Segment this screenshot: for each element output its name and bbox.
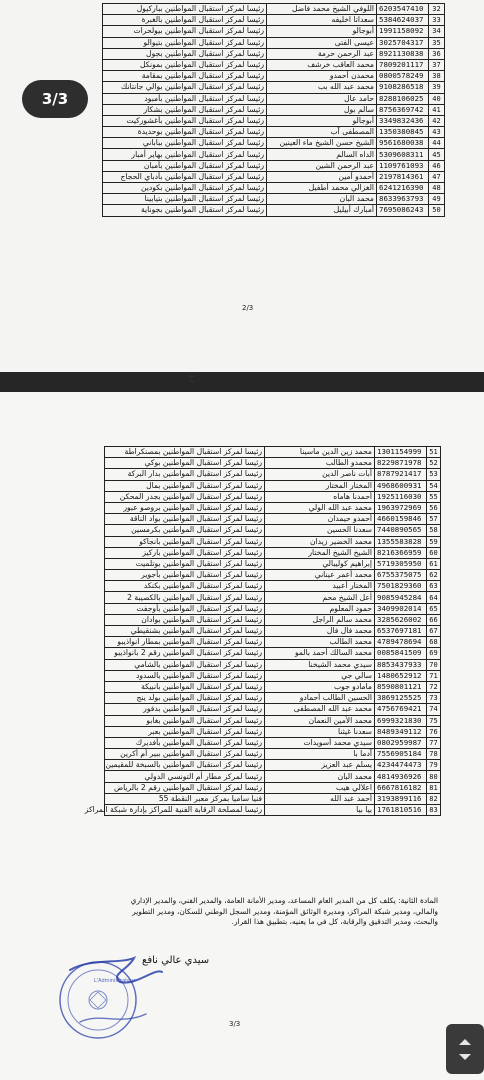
row-number-cell: 62 <box>427 570 441 581</box>
table-row <box>105 614 441 625</box>
page-indicator-badge: 3/3 <box>22 80 88 118</box>
id-number-cell: 4234474473 <box>375 760 427 771</box>
role-cell: رئيسا لمركز استقبال المواطنين بشكار <box>103 104 267 115</box>
name-cell: سيدي محمد الشيخنا <box>265 659 375 670</box>
name-cell: محمد سالم الراجل <box>265 614 375 625</box>
row-number-cell: 34 <box>429 26 445 37</box>
row-number-cell: 79 <box>427 760 441 771</box>
role-cell: رئيسا لمركز استقبال المواطنين بأمبان <box>103 160 267 171</box>
handwritten-mark: ح <box>188 370 196 383</box>
table-row <box>105 648 441 659</box>
name-cell: محمد عبد الله المصطفى <box>265 704 375 715</box>
name-cell: محمدو الطالب <box>265 458 375 469</box>
row-number-cell: 56 <box>427 502 441 513</box>
table-row <box>105 525 441 536</box>
table-row <box>103 71 445 82</box>
table-row <box>105 447 441 458</box>
table-row <box>105 782 441 793</box>
name-cell: الداه السالم <box>267 149 377 160</box>
id-number-cell: 5719305950 <box>375 558 427 569</box>
id-number-cell: 4789478694 <box>375 637 427 648</box>
role-cell: رئيسا لمركز استقبال المواطنين بأدباي الحجاج <box>103 171 267 182</box>
row-number-cell: 73 <box>427 693 441 704</box>
row-number-cell: 65 <box>427 603 441 614</box>
role-cell: رئيسا لمركز استقبال المواطنين بدار البركة <box>105 469 265 480</box>
id-number-cell: 8216366959 <box>375 547 427 558</box>
id-number-cell: 5309608311 <box>377 149 429 160</box>
table-row <box>105 637 441 648</box>
name-cell: أعل الشيخ محم <box>265 592 375 603</box>
id-number-cell: 3409902014 <box>375 603 427 614</box>
role-cell: رئيسا لمركز استقبال المواطنين بباباني <box>103 138 267 149</box>
table-row <box>105 771 441 782</box>
name-cell: محمد البان <box>267 194 377 205</box>
name-cell: حامد عال <box>267 93 377 104</box>
name-cell: حمود المعلوم <box>265 603 375 614</box>
signatory-name: سيدي عالي نافع <box>142 955 210 966</box>
row-number-cell: 53 <box>427 469 441 480</box>
table-row <box>103 26 445 37</box>
row-number-cell: 68 <box>427 637 441 648</box>
row-number-cell: 69 <box>427 648 441 659</box>
row-number-cell: 59 <box>427 536 441 547</box>
table-row <box>105 502 441 513</box>
row-number-cell: 49 <box>429 194 445 205</box>
id-number-cell: 9108286518 <box>377 82 429 93</box>
page-scroll-button[interactable] <box>446 1024 484 1074</box>
name-cell: سالم بول <box>267 104 377 115</box>
name-cell: سعدنا الحسين <box>265 525 375 536</box>
table-row <box>105 514 441 525</box>
id-number-cell: 7809201117 <box>377 59 429 70</box>
id-number-cell: 8633963793 <box>377 194 429 205</box>
table-row <box>103 37 445 48</box>
name-cell: محمد العاقب خرشف <box>267 59 377 70</box>
role-cell: رئيسا لمركز استقبال المواطنين بأجوير <box>105 570 265 581</box>
row-number-cell: 82 <box>427 793 441 804</box>
id-number-cell: 8787921417 <box>375 469 427 480</box>
table-row <box>105 536 441 547</box>
role-cell: رئيسا لمركز استقبال المواطنين بواد الناقة <box>105 514 265 525</box>
name-cell: محمد الخضير زيدان <box>265 536 375 547</box>
role-cell: رئيسا لمركز استقبال المواطنين بأمبود <box>103 93 267 104</box>
name-cell: أبوجالو <box>267 26 377 37</box>
stamp-label: L'Administrateur <box>94 978 136 984</box>
name-cell: سالي جي <box>265 670 375 681</box>
name-cell: آدما با <box>265 749 375 760</box>
role-cell: رئيسا لمركز استقبال المواطنين بتيابينا <box>103 194 267 205</box>
name-cell: سعدنا غيثنا <box>265 726 375 737</box>
role-cell: رئيسا لمركز استقبال المواطنين بوكي <box>105 458 265 469</box>
table-row <box>103 183 445 194</box>
id-number-cell: 1480652912 <box>375 670 427 681</box>
id-number-cell: 3285626002 <box>375 614 427 625</box>
role-cell: رئيسا لمركز استقبال المواطنين بباركيول <box>103 4 267 15</box>
row-number-cell: 45 <box>429 149 445 160</box>
officials-table-part2 <box>84 446 441 816</box>
row-number-cell: 39 <box>429 82 445 93</box>
name-cell: بيا بيا <box>265 805 375 816</box>
table-row <box>105 737 441 748</box>
id-number-cell: 7556905184 <box>375 749 427 760</box>
table-row <box>105 670 441 681</box>
row-number-cell: 66 <box>427 614 441 625</box>
id-number-cell: 6755375075 <box>375 570 427 581</box>
id-number-cell: 1761810516 <box>375 805 427 816</box>
role-cell: رئيسا لمركز استقبال المواطنين بمصنكراطة <box>105 447 265 458</box>
name-cell: الشيخ الشيخ المختار <box>265 547 375 558</box>
row-number-cell: 61 <box>427 558 441 569</box>
article-two-text: المادة الثانية: يكلف كل من المدير العام المساعد، ومدير الأمانة العامة، والمدير الفني، والمدير الإداري والمالي، ومدير شبكة المراكز، ومديرة الوثائق المؤمنة، ومدير السجل الوطني للسكان، ومدير التطوير والبحث، ومدير التدقيق والرقابة، كل في ما يعنيه، بتطبيق هذا القرار. <box>130 896 438 926</box>
role-cell: رئيسا لمركز استقبال المواطنين بكنكد <box>105 581 265 592</box>
name-cell: محمد الأمين النعمان <box>265 715 375 726</box>
row-number-cell: 32 <box>429 4 445 15</box>
table-row <box>103 15 445 26</box>
page-number: 2/3 <box>242 304 254 312</box>
role-cell: رئيسا لمركز استقبال المواطنين بجدر المحكن <box>105 491 265 502</box>
role-cell: رئيسا لمركز استقبال المواطنين بتيوالو <box>103 37 267 48</box>
page-number: 3/3 <box>229 1020 241 1028</box>
role-cell: رئيسا لمركز استقبال المواطنين بدفور <box>105 704 265 715</box>
name-cell: عيسى الفتى <box>267 37 377 48</box>
row-number-cell: 38 <box>429 71 445 82</box>
name-cell: إبراهيم كوليبالي <box>265 558 375 569</box>
name-cell: محمد أعمر عيناني <box>265 570 375 581</box>
row-number-cell: 78 <box>427 749 441 760</box>
role-cell: رئيسا لمركز استقبال المواطنين بأوجفت <box>105 603 265 614</box>
role-cell: رئيسا لمركز استقبال المواطنين بالسدود <box>105 670 265 681</box>
table-row <box>105 592 441 603</box>
row-number-cell: 80 <box>427 771 441 782</box>
role-cell: رئيسا لمركز استقبال المواطنين بولد ينج <box>105 693 265 704</box>
role-cell: رئيسا لمركز استقبال المواطنين بشنقيطي <box>105 626 265 637</box>
id-number-cell: 3869125525 <box>375 693 427 704</box>
table-row <box>105 793 441 804</box>
name-cell: اللوفي الشيخ محمد فاضل <box>267 4 377 15</box>
name-cell: أحمدو أمين <box>267 171 377 182</box>
role-cell: رئيسا لمركز استقبال المواطنين رقم 2 بالرياض <box>105 782 265 793</box>
table-row <box>103 4 445 15</box>
table-row <box>105 469 441 480</box>
role-cell: رئيسا لمركز استقبال المواطنين بعبر <box>105 726 265 737</box>
table-row <box>103 115 445 126</box>
row-number-cell: 70 <box>427 659 441 670</box>
row-number-cell: 37 <box>429 59 445 70</box>
id-number-cell: 1109761093 <box>377 160 429 171</box>
role-cell: رئيسا لمركز استقبال المواطنين رقم 2 بانواذيبو <box>105 648 265 659</box>
id-number-cell: 9085945284 <box>375 592 427 603</box>
row-number-cell: 81 <box>427 782 441 793</box>
name-cell: محمد عبد الله بب <box>267 82 377 93</box>
id-number-cell: 8288106025 <box>377 93 429 104</box>
id-number-cell: 4814936926 <box>375 771 427 782</box>
row-number-cell: 72 <box>427 681 441 692</box>
id-number-cell: 6999321830 <box>375 715 427 726</box>
name-cell: محمد فال فال <box>265 626 375 637</box>
table-row <box>105 704 441 715</box>
role-cell: رئيسا لمركز استقبال المواطنين ببير أم أكرين <box>105 749 265 760</box>
id-number-cell: 4968600931 <box>375 480 427 491</box>
role-cell: رئيسا لمركز استقبال المواطنين بكودين <box>103 183 267 194</box>
row-number-cell: 47 <box>429 171 445 182</box>
document-page-2 <box>0 0 484 383</box>
id-number-cell: 1301154999 <box>375 447 427 458</box>
id-number-cell: 4660159846 <box>375 514 427 525</box>
name-cell: أبات ناصر الدين <box>265 469 375 480</box>
name-cell: سيدي محمد أسويدات <box>265 737 375 748</box>
role-cell: رئيسا لمركز استقبال المواطنين بمطار انواذيبو <box>105 637 265 648</box>
role-cell: رئيسا لمركز استقبال المواطنين بالكصيبة 2 <box>105 592 265 603</box>
name-cell: محمد زين الدين ماسينا <box>265 447 375 458</box>
table-row <box>105 581 441 592</box>
table-row <box>103 205 445 216</box>
name-cell: المختار أعبيد <box>265 581 375 592</box>
id-number-cell: 3193899116 <box>375 793 427 804</box>
table-row <box>105 760 441 771</box>
role-cell: رئيسا لمركز استقبال المواطنين بوادان <box>105 614 265 625</box>
id-number-cell: 3025704317 <box>377 37 429 48</box>
row-number-cell: 35 <box>429 37 445 48</box>
role-cell: رئيسا لمركز استقبال المواطنين بالغبرة <box>103 15 267 26</box>
name-cell: مامادو جوب <box>265 681 375 692</box>
row-number-cell: 83 <box>427 805 441 816</box>
row-number-cell: 40 <box>429 93 445 104</box>
id-number-cell: 0800578249 <box>377 71 429 82</box>
table-row <box>105 491 441 502</box>
row-number-cell: 55 <box>427 491 441 502</box>
name-cell: الغزالي محمد أطفيل <box>267 183 377 194</box>
role-cell: رئيسا لمركز استقبال المواطنين بجوناية <box>103 205 267 216</box>
table-row <box>103 48 445 59</box>
role-cell: رئيسا لمركز استقبال المواطنين بمونكل <box>103 59 267 70</box>
role-cell: رئيسا لمركز استقبال المواطنين بوحديدة <box>103 127 267 138</box>
id-number-cell: 6203547410 <box>377 4 429 15</box>
name-cell: يسلم عبد العزيز <box>265 760 375 771</box>
table-row <box>103 127 445 138</box>
official-stamp <box>50 952 170 1044</box>
name-cell: أحمدنا هاماه <box>265 491 375 502</box>
row-number-cell: 57 <box>427 514 441 525</box>
row-number-cell: 42 <box>429 115 445 126</box>
id-number-cell: 1925116030 <box>375 491 427 502</box>
row-number-cell: 77 <box>427 737 441 748</box>
table-row <box>105 603 441 614</box>
name-cell: أحمد عبد الله <box>265 793 375 804</box>
role-cell: رئيسا لمركز استقبال المواطنين بوتلميت <box>105 558 265 569</box>
role-cell: رئيسا لمركز استقبال المواطنين بمقامة <box>103 71 267 82</box>
table-row <box>105 547 441 558</box>
id-number-cell: 8489349112 <box>375 726 427 737</box>
row-number-cell: 43 <box>429 127 445 138</box>
role-cell: رئيسا لمركز استقبال المواطنين بأغشوركيت <box>103 115 267 126</box>
table-row <box>105 715 441 726</box>
table-row <box>103 149 445 160</box>
table-row <box>105 681 441 692</box>
row-number-cell: 51 <box>427 447 441 458</box>
row-number-cell: 50 <box>429 205 445 216</box>
table-row <box>105 749 441 760</box>
row-number-cell: 33 <box>429 15 445 26</box>
role-cell: رئيسا لمركز استقبال المواطنين بالسبخة للمقيمين <box>105 760 265 771</box>
role-cell: رئيسا لمركز استقبال المواطنين بأفديرك <box>105 737 265 748</box>
role-cell: فنيا ساميا بمركز معبر النقطة 55 <box>105 793 265 804</box>
document-page-3 <box>0 392 484 1080</box>
id-number-cell: 8229871978 <box>375 458 427 469</box>
table-row <box>105 626 441 637</box>
table-row <box>103 171 445 182</box>
chevron-down-icon[interactable] <box>458 1052 472 1062</box>
table-row <box>105 570 441 581</box>
row-number-cell: 76 <box>427 726 441 737</box>
name-cell: أبوجالو <box>267 115 377 126</box>
row-number-cell: 41 <box>429 104 445 115</box>
id-number-cell: 0085841509 <box>375 648 427 659</box>
id-number-cell: 3349832436 <box>377 115 429 126</box>
id-number-cell: 6537697181 <box>375 626 427 637</box>
row-number-cell: 75 <box>427 715 441 726</box>
id-number-cell: 6241216390 <box>377 183 429 194</box>
table-row <box>103 160 445 171</box>
name-cell: أمبارك أبيليل <box>267 205 377 216</box>
row-number-cell: 54 <box>427 480 441 491</box>
name-cell: أحمدو حيمدان <box>265 514 375 525</box>
id-number-cell: 8853437933 <box>375 659 427 670</box>
row-number-cell: 67 <box>427 626 441 637</box>
row-number-cell: 58 <box>427 525 441 536</box>
table-row <box>105 458 441 469</box>
table-row <box>103 194 445 205</box>
table-row <box>105 693 441 704</box>
table-row <box>105 726 441 737</box>
row-number-cell: 74 <box>427 704 441 715</box>
role-cell: رئيسا لمركز استقبال المواطنين بانبيكة <box>105 681 265 692</box>
row-number-cell: 52 <box>427 458 441 469</box>
id-number-cell: 5384624037 <box>377 15 429 26</box>
name-cell: المصطفى آب <box>267 127 377 138</box>
row-number-cell: 60 <box>427 547 441 558</box>
table-row <box>105 659 441 670</box>
id-number-cell: 1355583828 <box>375 536 427 547</box>
table-row <box>103 82 445 93</box>
role-cell: رئيسا لمركز استقبال المواطنين بمال <box>105 480 265 491</box>
name-cell: محمد البان <box>265 771 375 782</box>
role-cell: رئيسا لمركز استقبال المواطنين بيولحرات <box>103 26 267 37</box>
name-cell: محمد الطالب <box>265 637 375 648</box>
name-cell: اعلالي هيب <box>265 782 375 793</box>
role-cell: رئيسا لمركز مطار أم التونسي الدولي <box>105 771 265 782</box>
name-cell: المختار المختار <box>265 480 375 491</box>
row-number-cell: 71 <box>427 670 441 681</box>
row-number-cell: 48 <box>429 183 445 194</box>
id-number-cell: 8590801121 <box>375 681 427 692</box>
table-row <box>105 805 441 816</box>
role-cell: رئيسا لمركز استقبال المواطنين بانجاكو <box>105 536 265 547</box>
name-cell: عبد الرحمن حرمة <box>267 48 377 59</box>
row-number-cell: 64 <box>427 592 441 603</box>
id-number-cell: 8756369742 <box>377 104 429 115</box>
role-cell: رئيسا لمركز استقبال المواطنين بكرمسين <box>105 525 265 536</box>
table-row <box>103 59 445 70</box>
id-number-cell: 8921130838 <box>377 48 429 59</box>
table-row <box>105 480 441 491</box>
name-cell: الحسين الطالب أحمادو <box>265 693 375 704</box>
id-number-cell: 6667816182 <box>375 782 427 793</box>
table-row <box>105 558 441 569</box>
id-number-cell: 1991158092 <box>377 26 429 37</box>
table-row <box>103 93 445 104</box>
role-cell: رئيسا لمركز استقبال المواطنين بهاير أمبار <box>103 149 267 160</box>
name-cell: محمدن أحمدو <box>267 71 377 82</box>
role-cell: رئيسا لمصلحة الرقابة الفنية للمراكز بإدارة شبكة المراكز <box>105 805 265 816</box>
role-cell: رئيسا لمركز استقبال المواطنين بجول <box>103 48 267 59</box>
name-cell: محمد السالك أحمد بالمو <box>265 648 375 659</box>
officials-table-part1 <box>102 3 445 217</box>
id-number-cell: 1350380845 <box>377 127 429 138</box>
role-cell: رئيسا لمركز استقبال المواطنين بغابو <box>105 715 265 726</box>
row-number-cell: 46 <box>429 160 445 171</box>
id-number-cell: 2197814361 <box>377 171 429 182</box>
id-number-cell: 4756769421 <box>375 704 427 715</box>
name-cell: سعداتا اخليفه <box>267 15 377 26</box>
name-cell: الشيخ حسن الشيخ ماء العينين <box>267 138 377 149</box>
id-number-cell: 7695086243 <box>377 205 429 216</box>
table-row <box>103 138 445 149</box>
id-number-cell: 7501829360 <box>375 581 427 592</box>
row-number-cell: 44 <box>429 138 445 149</box>
id-number-cell: 9561680038 <box>377 138 429 149</box>
role-cell: رئيسا لمركز استقبال المواطنين بروصو عبور <box>105 502 265 513</box>
id-number-cell: 1963972969 <box>375 502 427 513</box>
role-cell: رئيسا لمركز استقبال المواطنين بالشامي <box>105 659 265 670</box>
chevron-up-icon[interactable] <box>458 1037 472 1047</box>
table-row <box>103 104 445 115</box>
role-cell: رئيسا لمركز استقبال المواطنين بوالي جانتانك <box>103 82 267 93</box>
id-number-cell: 0802959987 <box>375 737 427 748</box>
id-number-cell: 7440890565 <box>375 525 427 536</box>
row-number-cell: 36 <box>429 48 445 59</box>
name-cell: محمد عبد الله الولي <box>265 502 375 513</box>
row-number-cell: 63 <box>427 581 441 592</box>
name-cell: عبد الرحمن الشين <box>267 160 377 171</box>
role-cell: رئيسا لمركز استقبال المواطنين باركيز <box>105 547 265 558</box>
